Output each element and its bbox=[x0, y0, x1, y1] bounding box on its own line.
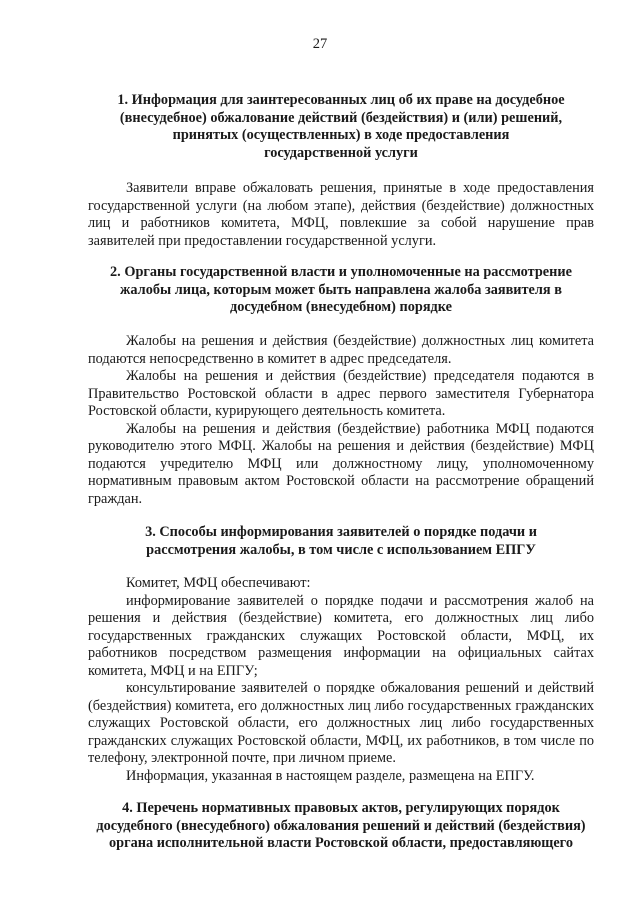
paragraph: Жалобы на решения и действия (бездействие) работника МФЦ подаются руководителю этого МФЦ. Жалобы на решения и действия (бездействие) МФЦ подаются учредителю МФЦ или должностному лицу, уполномоченному нормативным правовым актом Ростовской области на рассмотрение обращений граждан. bbox=[88, 420, 594, 507]
section-3-heading bbox=[88, 524, 594, 559]
heading-line: (внесудебное) обжалование действий (бездействия) и (или) решений, bbox=[119, 109, 563, 126]
heading-line: жалобы лица, которым может быть направлена жалоба заявителя в bbox=[120, 281, 562, 298]
paragraph: информирование заявителей о порядке подачи и рассмотрения жалоб на решения и действия (бездействие) комитета, его должностных лиц либо государственных гражданских служащих Ростовской области, МФЦ, их работников посредством размещения информации на официальных сайтах комитета, МФЦ и на ЕПГУ; bbox=[88, 592, 594, 679]
heading-line: государственной услуги bbox=[264, 144, 418, 161]
heading-line: органа исполнительной власти Ростовской области, предоставляющего bbox=[109, 835, 573, 851]
heading-line: досудебном (внесудебном) порядке bbox=[229, 299, 453, 315]
heading-line: 2. Органы государственной власти и уполномоченные на рассмотрение bbox=[110, 264, 572, 280]
paragraph: Жалобы на решения и действия (бездействие) председателя подаются в Правительство Ростовской области в адрес первого заместителя Губернатора Ростовской области, курирующего деятельность комитета. bbox=[88, 368, 594, 419]
heading-line: принятых (осуществленных) в ходе предоставления bbox=[172, 127, 510, 143]
paragraph: Комитет, МФЦ обеспечивают: bbox=[126, 575, 311, 591]
page-number: 27 bbox=[312, 36, 328, 52]
section-1-body bbox=[88, 180, 594, 250]
section-2-heading bbox=[88, 264, 594, 317]
section-1-heading bbox=[88, 92, 594, 162]
heading-line: 1. Информация для заинтересованных лиц об их праве на досудебное bbox=[117, 92, 565, 108]
section-3-body bbox=[88, 575, 594, 785]
paragraph: консультирование заявителей о порядке обжалования решений и действий (бездействия) комитета, его должностных лиц либо государственных гражданских служащих Ростовской области, его должностных лиц либо государственных гражданских служащих Ростовской области, МФЦ, их работников, в том числе по телефону, электронной почте, при личном приеме. bbox=[88, 680, 594, 766]
heading-line: рассмотрения жалобы, в том числе с использованием ЕПГУ bbox=[146, 541, 536, 558]
section-4-heading bbox=[88, 800, 594, 853]
heading-line: 4. Перечень нормативных правовых актов, регулирующих порядок bbox=[122, 800, 560, 816]
heading-line: 3. Способы информирования заявителей о порядке подачи и bbox=[145, 524, 537, 540]
paragraph: Заявители вправе обжаловать решения, принятые в ходе предоставления государственной услуги (на любом этапе), действия (бездействие) должностных лиц и работников комитета, МФЦ, повлекшие за собой нарушение прав заявителей при предоставлении государственной услуги. bbox=[88, 180, 594, 249]
heading-line: досудебного (внесудебного) обжалования решений и действий (бездействия) bbox=[96, 817, 586, 834]
paragraph: Информация, указанная в настоящем разделе, размещена на ЕПГУ. bbox=[126, 767, 535, 784]
section-2-body bbox=[88, 333, 594, 508]
paragraph: Жалобы на решения и действия (бездействие) должностных лиц комитета подаются непосредственно в комитет в адрес председателя. bbox=[88, 333, 594, 367]
